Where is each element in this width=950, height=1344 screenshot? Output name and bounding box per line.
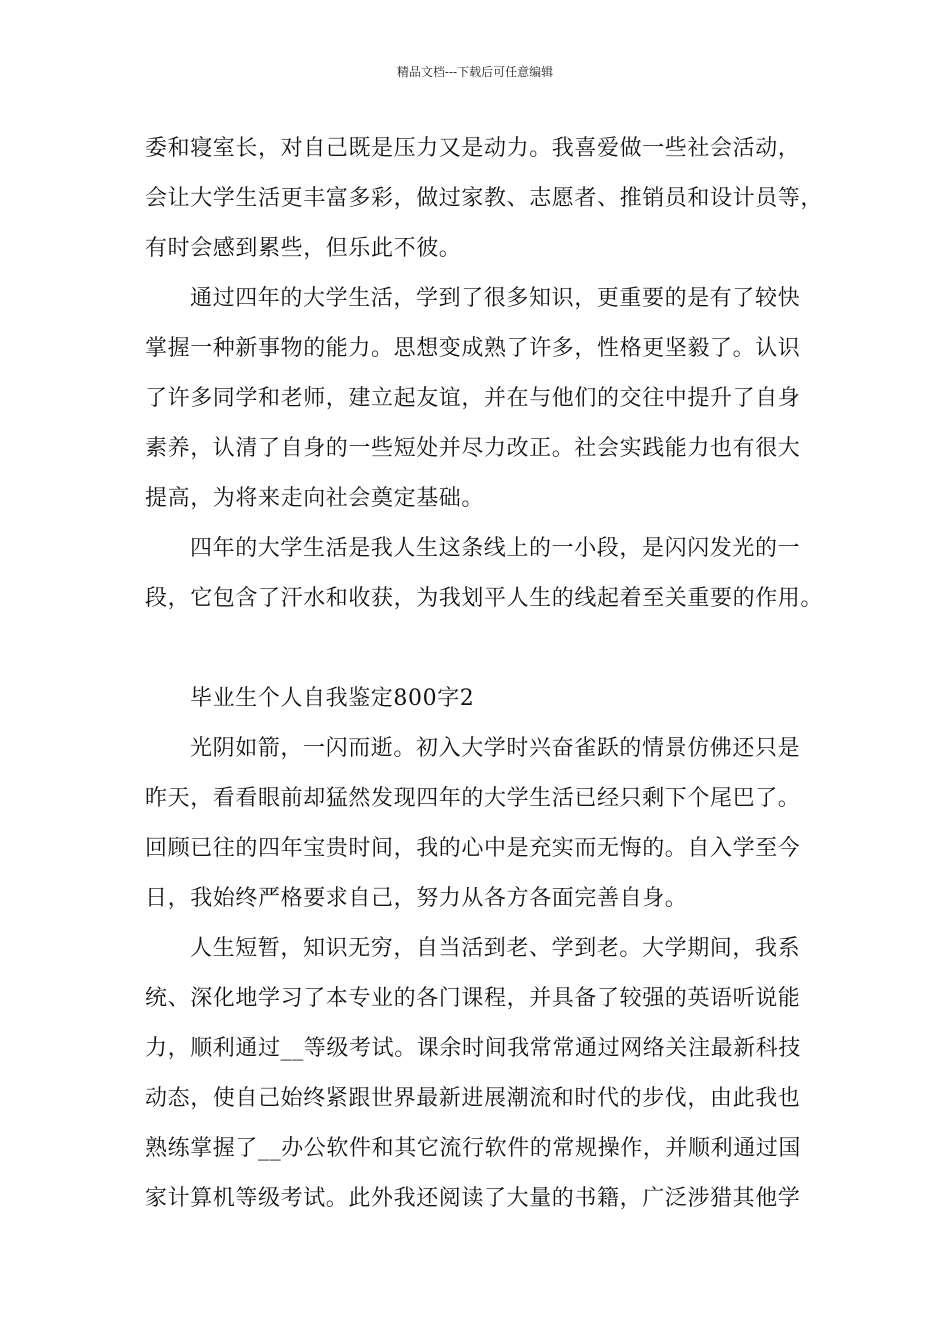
body-line: 家计算机等级考试。此外我还阅读了大量的书籍，广泛涉猎其他学 bbox=[145, 1186, 801, 1211]
body-line: 提高，为将来走向社会奠定基础。 bbox=[145, 486, 485, 511]
body-line: 掌握一种新事物的能力。思想变成熟了许多，性格更坚毅了。认识 bbox=[145, 336, 801, 361]
page-header: 精品文档---下载后可任意编辑 bbox=[396, 65, 554, 79]
paragraph-first-line: 四年的大学生活是我人生这条线上的一小段，是闪闪发光的一 bbox=[190, 536, 801, 561]
paragraph-first-line: 人生短暂，知识无穷，自当活到老、学到老。大学期间，我系 bbox=[190, 936, 801, 961]
body-line: 素养，认清了自身的一些短处并尽力改正。社会实践能力也有很大 bbox=[145, 436, 801, 461]
body-line: 力，顺利通过__等级考试。课余时间我常常通过网络关注最新科技 bbox=[145, 1036, 802, 1061]
body-line: 动态，使自己始终紧跟世界最新进展潮流和时代的步伐，由此我也 bbox=[145, 1086, 801, 1111]
body-line: 熟练掌握了__办公软件和其它流行软件的常规操作，并顺利通过国 bbox=[145, 1136, 802, 1161]
body-line: 统、深化地学习了本专业的各门课程，并具备了较强的英语听说能 bbox=[145, 986, 801, 1011]
body-line: 昨天，看看眼前却猛然发现四年的大学生活已经只剩下个尾巴了。 bbox=[145, 786, 801, 811]
paragraph-first-line: 通过四年的大学生活，学到了很多知识，更重要的是有了较快 bbox=[190, 286, 801, 311]
body-line: 有时会感到累些，但乐此不彼。 bbox=[145, 236, 462, 261]
paragraph-first-line: 光阴如箭，一闪而逝。初入大学时兴奋雀跃的情景仿佛还只是 bbox=[190, 736, 801, 761]
body-line: 日，我始终严格要求自己，努力从各方各面完善自身。 bbox=[145, 886, 688, 911]
body-line: 回顾已往的四年宝贵时间，我的心中是充实而无悔的。自入学至今 bbox=[145, 836, 801, 861]
body-line: 委和寝室长，对自己既是压力又是动力。我喜爱做一些社会活动， bbox=[145, 136, 801, 161]
body-line: 段，它包含了汗水和收获，为我划平人生的线起着至关重要的作用。 bbox=[145, 586, 824, 611]
body-line: 了许多同学和老师，建立起友谊，并在与他们的交往中提升了自身 bbox=[145, 386, 801, 411]
section-heading: 毕业生个人自我鉴定800字2 bbox=[190, 686, 475, 711]
body-line: 会让大学生活更丰富多彩，做过家教、志愿者、推销员和设计员等， bbox=[145, 186, 824, 211]
